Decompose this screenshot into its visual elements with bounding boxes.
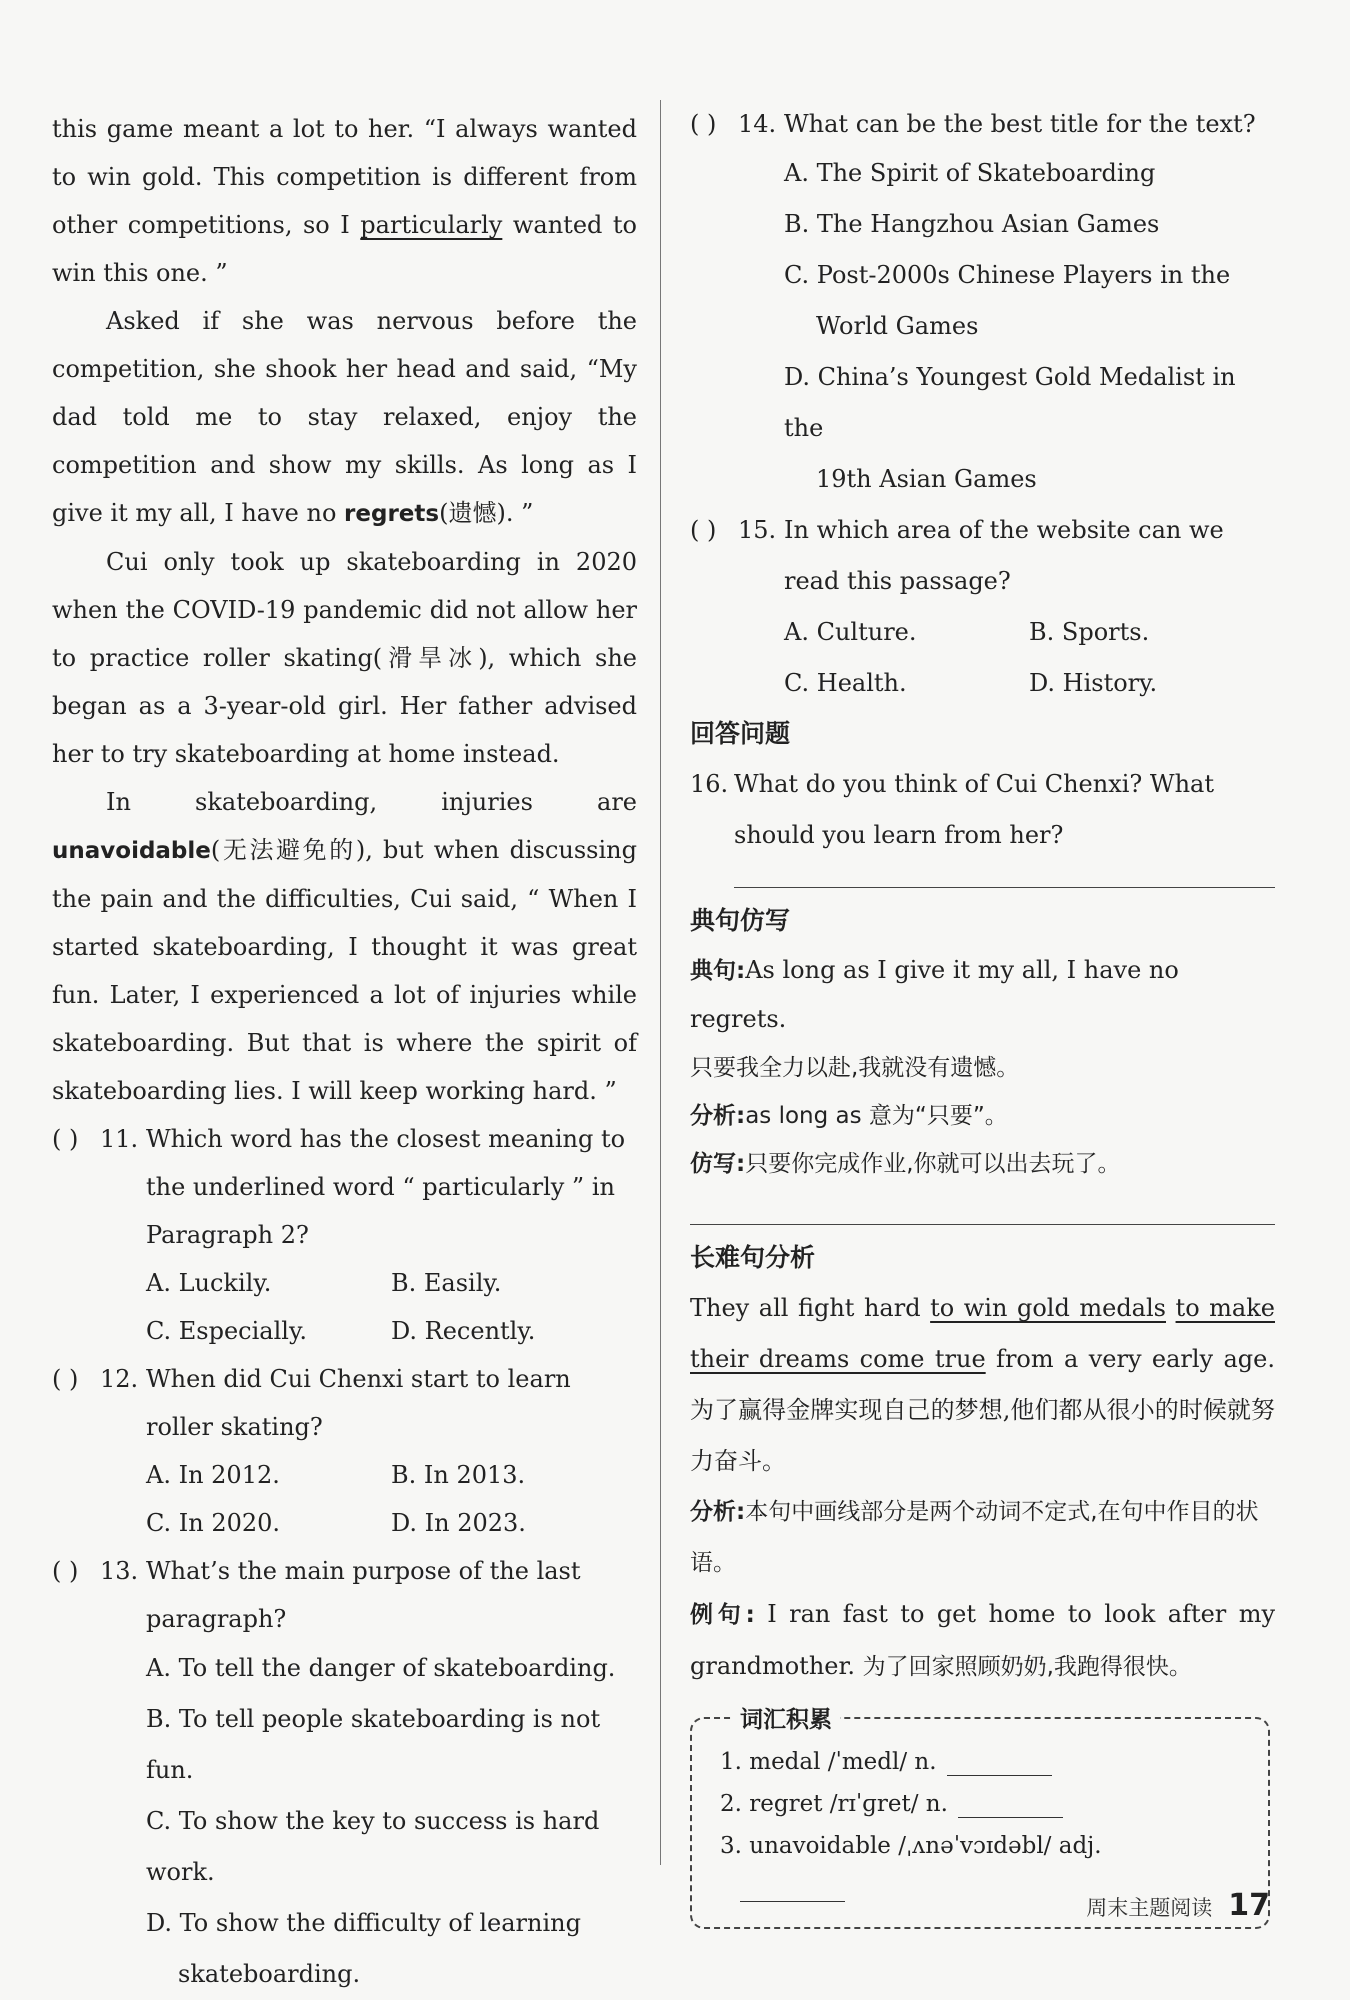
option-a: A. Luckily.: [146, 1269, 272, 1297]
question-15: ( ) 15. In which area of the website can we read this passage? A. Culture. B. Sports. C. Health. D. History.: [690, 505, 1275, 709]
option-c: C. Health.: [784, 669, 907, 697]
vocab-item: 3. unavoidable /ˌʌnəˈvɔɪdəbl/ adj.: [720, 1833, 1102, 1859]
option-c-continued: World Games: [816, 312, 979, 340]
option-b: B. Sports.: [1029, 618, 1150, 646]
option-a: A. Culture.: [784, 618, 917, 646]
vocab-item: 2. regret /rɪˈɡret/ n.: [720, 1783, 1240, 1825]
imitation: 仿写:只要你完成作业,你就可以出去玩了。: [690, 1151, 1121, 1177]
model-sentence-translation: 只要我全力以赴,我就没有遗憾。: [690, 1055, 1020, 1081]
option-c: C. To show the key to success is hard work.: [146, 1807, 600, 1886]
option-a: A. The Spirit of Skateboarding: [784, 159, 1156, 187]
vocabulary-title: 词汇积累: [732, 1701, 840, 1734]
option-c: C. In 2020.: [146, 1509, 281, 1537]
page-number: 17: [1228, 1888, 1270, 1923]
vocab-blank[interactable]: [740, 1877, 845, 1902]
question-stem: Which word has the closest meaning to the underlined word “ particularly ” in Paragraph 2?: [146, 1125, 626, 1249]
option-d: D. History.: [1029, 669, 1158, 697]
underline-infinitive-1: to win gold medals: [930, 1294, 1166, 1322]
answer-blank-15[interactable]: ( ): [690, 516, 717, 544]
option-b: B. To tell people skateboarding is not fun.: [146, 1705, 601, 1784]
long-sentence-title: 长难句分析: [690, 1243, 816, 1272]
long-sentence-analysis: 分析:本句中画线部分是两个动词不定式,在句中作目的状语。: [690, 1499, 1259, 1576]
option-a: A. In 2012.: [146, 1461, 280, 1489]
option-c: C. Especially.: [146, 1317, 307, 1345]
right-column: [690, 100, 1275, 1929]
vocab-blank[interactable]: [958, 1793, 1063, 1818]
answer-section-title: 回答问题: [690, 719, 791, 748]
option-d: D. China’s Youngest Gold Medalist in the: [784, 363, 1236, 442]
analysis: 分析:as long as 意为“只要”。: [690, 1103, 1008, 1129]
question-16: 16. What do you think of Cui Chenxi? What should you learn from her?: [690, 770, 1214, 849]
paragraph-3: Cui only took up skateboarding in 2020 when the COVID-19 pandemic did not allow her to practice roller skating(滑旱冰), which she began as a 3-year-old girl. Her father advised her to try skateboarding at home instead.: [52, 548, 637, 768]
question-12: ( ) 12. When did Cui Chenxi start to learn roller skating? A. In 2012. B. In 2013. C. In 2020. D. In 2023.: [52, 1355, 637, 1547]
option-b: B. The Hangzhou Asian Games: [784, 210, 1160, 238]
answer-blank-13[interactable]: ( ): [52, 1557, 79, 1585]
paragraph-4: In skateboarding, injuries are unavoidable(无法避免的), but when discussing the pain and the difficulties, Cui said, “ When I started skateboarding, I thought it was great fun. Later, I experienced a lot of injuries while skateboarding. But that is where the spirit of skateboarding lies. I will keep working hard. ”: [52, 788, 637, 1105]
answer-line-16[interactable]: [734, 887, 1275, 888]
option-b: B. In 2013.: [391, 1461, 526, 1489]
underline-infinitive-2: to make their dreams come true: [690, 1294, 1275, 1373]
left-column: [52, 105, 637, 2000]
option-a: A. To tell the danger of skateboarding.: [146, 1654, 616, 1682]
bold-regrets: regrets: [344, 501, 440, 527]
vocab-blank[interactable]: [947, 1751, 1052, 1776]
option-d: D. Recently.: [391, 1317, 536, 1345]
answer-blank-11[interactable]: ( ): [52, 1125, 79, 1153]
paragraph-1: this game meant a lot to her. “I always wanted to win gold. This competition is different from other competitions, so I particularly wanted to win this one. ”: [52, 115, 638, 287]
underlined-particularly: particularly: [360, 211, 503, 239]
question-14: ( ) 14. What can be the best title for the text? A. The Spirit of Skateboarding B. The Hangzhou Asian Games C. Post-2000s Chinese Players in the World Games D. China’s Youngest Gold Medalist in the 19th Asian Games: [690, 100, 1275, 505]
book-title: 周末主题阅读: [1086, 1896, 1213, 1920]
option-c: C. Post-2000s Chinese Players in the: [784, 261, 1231, 289]
question-stem: What’s the main purpose of the last paragraph?: [146, 1557, 581, 1633]
bold-unavoidable: unavoidable: [52, 838, 211, 864]
option-d: D. To show the difficulty of learning: [146, 1909, 581, 1937]
question-stem: What can be the best title for the text?: [784, 110, 1256, 138]
question-stem: When did Cui Chenxi start to learn roller skating?: [146, 1365, 571, 1441]
example-sentence: 例句: I ran fast to get home to look after my grandmother. 为了回家照顾奶奶,我跑得很快。: [690, 1600, 1276, 1680]
question-13: ( ) 13. What’s the main purpose of the last paragraph? A. To tell the danger of skateboarding. B. To tell people skateboarding is not fun. C. To show the key to success is hard work. D. To show the difficulty of learning skateboarding.: [52, 1547, 637, 2000]
long-sentence: They all fight hard to win gold medals to make their dreams come true from a very early age. 为了赢得金牌实现自己的梦想,他们都从很小的时候就努力奋斗。: [690, 1294, 1276, 1475]
option-d-continued: skateboarding.: [178, 1960, 361, 1988]
answer-blank-12[interactable]: ( ): [52, 1365, 79, 1393]
imitate-section-title: 典句仿写: [690, 906, 791, 935]
page-footer: [1086, 1888, 1270, 1923]
model-sentence: 典句:As long as I give it my all, I have no regrets.: [690, 956, 1179, 1033]
question-stem: In which area of the website can we read this passage?: [784, 516, 1224, 595]
vocab-item: 1. medal /ˈmedl/ n.: [720, 1741, 1240, 1783]
option-d: D. In 2023.: [391, 1509, 526, 1537]
answer-blank-14[interactable]: ( ): [690, 110, 717, 138]
option-d-continued: 19th Asian Games: [816, 465, 1037, 493]
option-b: B. Easily.: [391, 1269, 502, 1297]
column-divider: [660, 100, 661, 1865]
question-11: ( ) 11. Which word has the closest meaning to the underlined word “ particularly ” in Paragraph 2? A. Luckily. B. Easily. C. Especially. D. Recently.: [52, 1115, 637, 1355]
paragraph-2: Asked if she was nervous before the competition, she shook her head and said, “My dad told me to stay relaxed, enjoy the competition and show my skills. As long as I give it my all, I have no regrets(遗憾). ”: [52, 307, 637, 527]
imitation-answer-line[interactable]: [690, 1224, 1275, 1225]
